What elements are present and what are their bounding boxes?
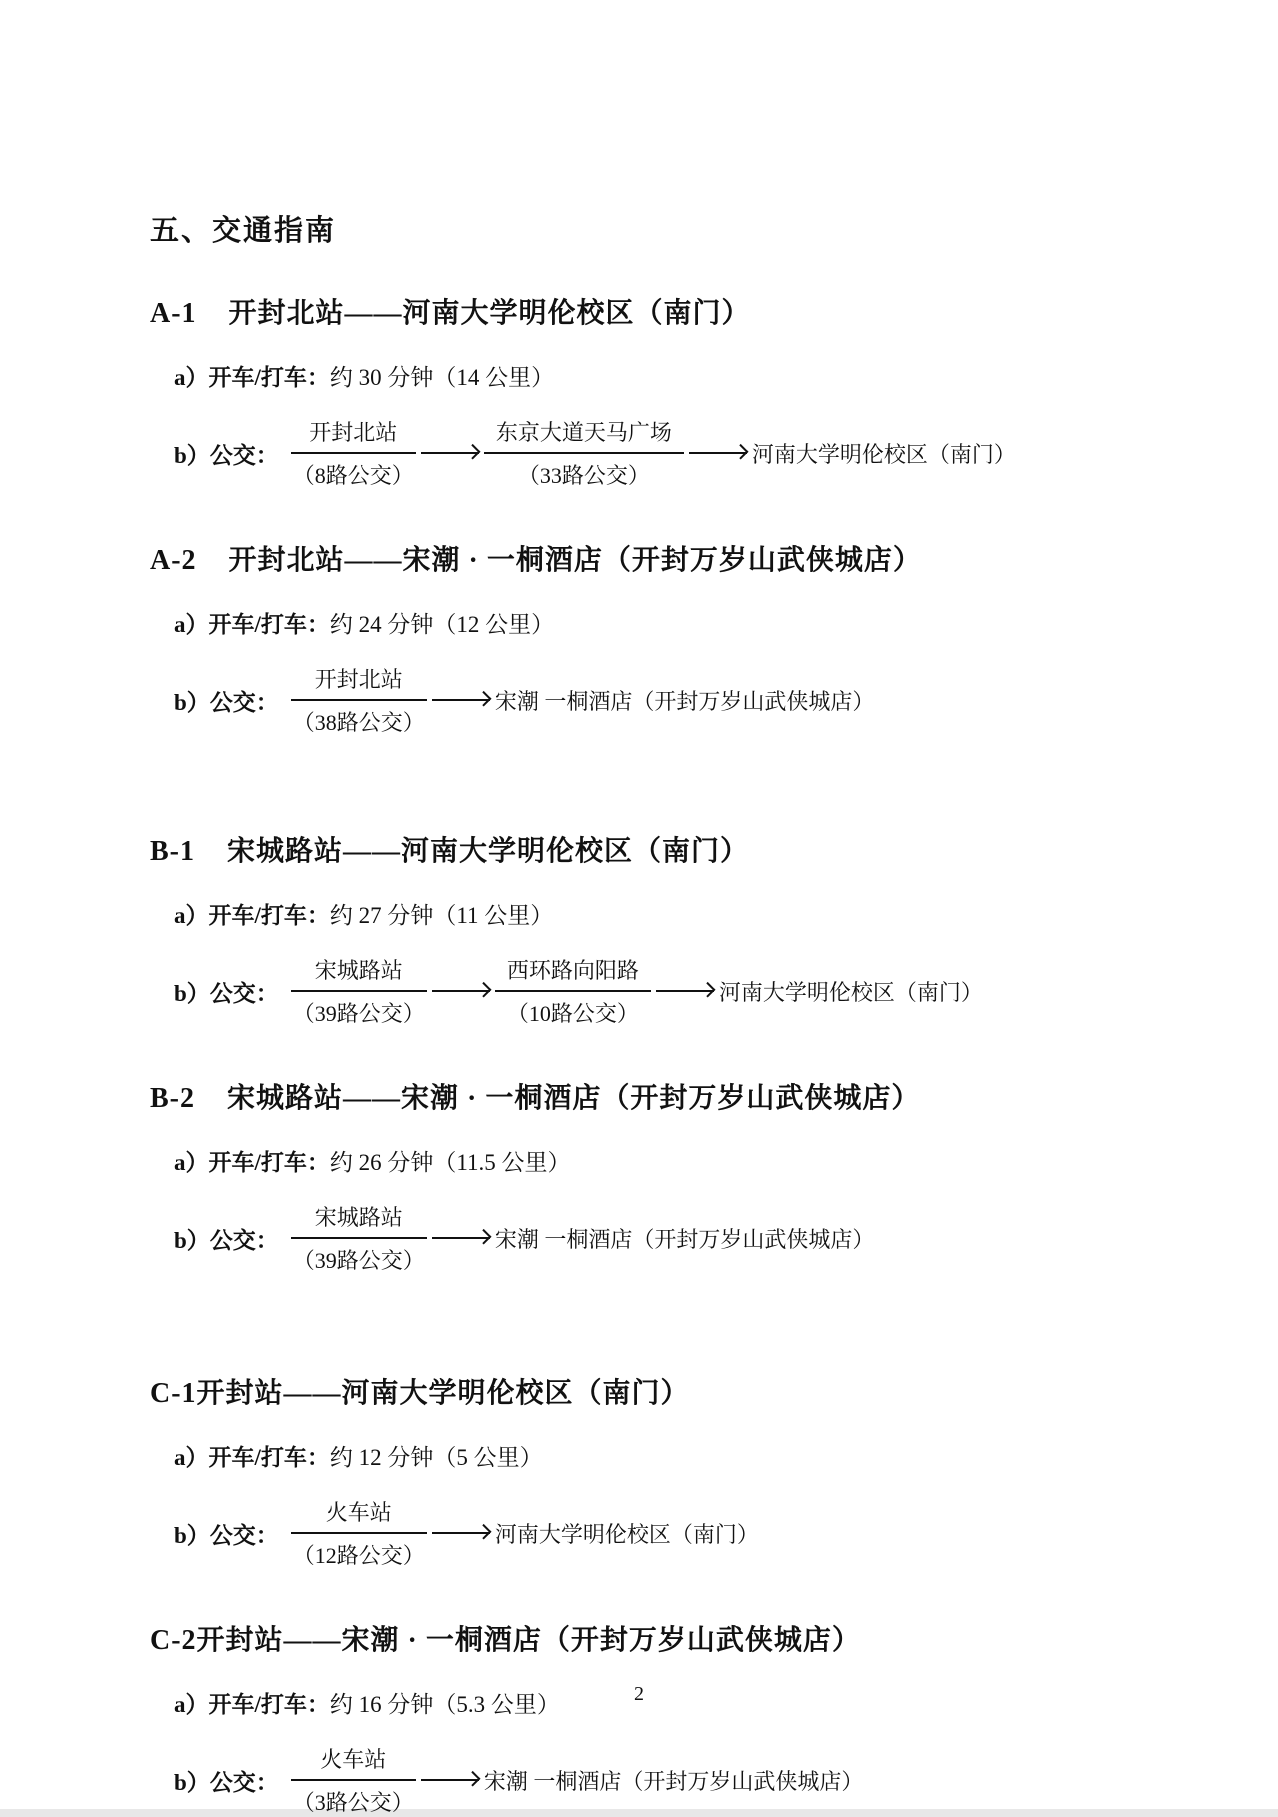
route-stop-name: 开封北站 xyxy=(314,667,403,692)
bus-label: b）公交： xyxy=(174,980,279,1006)
drive-line xyxy=(174,1144,1178,1177)
bus-label: b）公交： xyxy=(174,1227,279,1253)
route-stop-bus: （39路公交） xyxy=(292,1248,425,1273)
section-title: 宋城路站——宋潮 · 一桐酒店（开封万岁山武侠城店） xyxy=(227,1083,921,1114)
drive-duration: 约 24 分钟（12 公里） xyxy=(329,612,555,637)
drive-label: a）开车/打车： xyxy=(174,612,330,637)
right-arrow-icon xyxy=(432,990,490,992)
bus-route xyxy=(289,416,1016,490)
section-heading xyxy=(150,829,1178,869)
drive-line xyxy=(174,359,1178,392)
route-stop-name: 宋城路站 xyxy=(314,958,403,983)
drive-label: a）开车/打车： xyxy=(174,1692,330,1717)
route-section xyxy=(150,538,1178,737)
bus-route xyxy=(289,1201,875,1275)
route-destination: 宋潮 一桐酒店（开封万岁山武侠城店） xyxy=(494,688,875,714)
route-stop-name: 开封北站 xyxy=(309,420,398,445)
bus-label: b）公交： xyxy=(174,1769,279,1795)
right-arrow-icon xyxy=(432,699,490,701)
bus-line xyxy=(174,663,1178,737)
route-stop xyxy=(291,954,427,1028)
route-destination: 河南大学明伦校区（南门） xyxy=(751,441,1016,467)
route-stop xyxy=(484,416,684,490)
route-stop xyxy=(495,954,651,1028)
section-id: A-1 xyxy=(150,298,197,329)
drive-line xyxy=(174,606,1178,639)
drive-line xyxy=(174,897,1178,930)
bus-line xyxy=(174,1743,1178,1817)
page-number: 2 xyxy=(634,1683,644,1705)
right-arrow-icon xyxy=(656,990,714,992)
route-destination: 宋潮 一桐酒店（开封万岁山武侠城店） xyxy=(494,1226,875,1252)
route-stop xyxy=(291,1496,427,1570)
route-stop-name: 西环路向阳路 xyxy=(506,958,639,983)
route-destination: 河南大学明伦校区（南门） xyxy=(494,1521,759,1547)
drive-label: a）开车/打车： xyxy=(174,1150,330,1175)
route-stop-name: 东京大道天马广场 xyxy=(495,420,672,445)
section-heading xyxy=(150,538,1178,578)
route-stop xyxy=(291,663,427,737)
section-heading xyxy=(150,1076,1178,1116)
section-title: 开封北站——河南大学明伦校区（南门） xyxy=(228,298,751,329)
drive-duration: 约 27 分钟（11 公里） xyxy=(329,903,554,928)
drive-duration: 约 16 分钟（5.3 公里） xyxy=(329,1692,560,1717)
route-destination: 宋潮 一桐酒店（开封万岁山武侠城店） xyxy=(483,1768,864,1794)
route-stop-name: 宋城路站 xyxy=(314,1205,403,1230)
route-section xyxy=(150,1371,1178,1570)
sections-container xyxy=(150,291,1178,1817)
bus-route xyxy=(289,663,875,737)
section-id: B-1 xyxy=(150,836,195,867)
section-id: B-2 xyxy=(150,1083,195,1114)
drive-line xyxy=(174,1439,1178,1472)
section-heading xyxy=(150,1618,1178,1658)
bus-label: b）公交： xyxy=(174,1522,279,1548)
bus-route xyxy=(289,954,983,1028)
right-arrow-icon xyxy=(432,1237,490,1239)
right-arrow-icon xyxy=(421,1779,479,1781)
right-arrow-icon xyxy=(421,452,479,454)
route-stop-bus: （8路公交） xyxy=(292,463,414,488)
route-stop xyxy=(291,416,416,490)
route-section xyxy=(150,291,1178,490)
drive-duration: 约 12 分钟（5 公里） xyxy=(329,1445,543,1470)
route-stop-bus: （33路公交） xyxy=(517,463,650,488)
section-heading xyxy=(150,1371,1178,1411)
drive-label: a）开车/打车： xyxy=(174,1445,330,1470)
section-id: C-2 xyxy=(150,1625,197,1656)
bus-line xyxy=(174,1201,1178,1275)
route-stop-name: 火车站 xyxy=(325,1500,392,1525)
drive-label: a）开车/打车： xyxy=(174,365,330,390)
route-section xyxy=(150,829,1178,1028)
route-stop-bus: （39路公交） xyxy=(292,1001,425,1026)
right-arrow-icon xyxy=(689,452,747,454)
route-stop-bus: （38路公交） xyxy=(292,710,425,735)
section-title: 开封站——河南大学明伦校区（南门） xyxy=(196,1378,690,1409)
route-stop xyxy=(291,1743,416,1817)
right-arrow-icon xyxy=(432,1532,490,1534)
page-title: 五、交通指南 xyxy=(150,215,337,247)
route-stop-bus: （12路公交） xyxy=(292,1543,425,1568)
drive-label: a）开车/打车： xyxy=(174,903,330,928)
section-id: C-1 xyxy=(150,1378,197,1409)
route-stop xyxy=(291,1201,427,1275)
route-section xyxy=(150,1076,1178,1275)
bus-label: b）公交： xyxy=(174,689,279,715)
section-title: 开封北站——宋潮 · 一桐酒店（开封万岁山武侠城店） xyxy=(228,545,922,576)
bus-label: b）公交： xyxy=(174,442,279,468)
section-title: 开封站——宋潮 · 一桐酒店（开封万岁山武侠城店） xyxy=(196,1625,861,1656)
bus-line xyxy=(174,416,1178,490)
section-heading xyxy=(150,291,1178,331)
section-title: 宋城路站——河南大学明伦校区（南门） xyxy=(227,836,750,867)
bus-route xyxy=(289,1743,864,1817)
bus-route xyxy=(289,1496,759,1570)
bus-line xyxy=(174,1496,1178,1570)
route-stop-bus: （3路公交） xyxy=(292,1790,414,1815)
bus-line xyxy=(174,954,1178,1028)
route-stop-name: 火车站 xyxy=(320,1747,387,1772)
route-section xyxy=(150,1618,1178,1817)
route-destination: 河南大学明伦校区（南门） xyxy=(718,979,983,1005)
drive-duration: 约 26 分钟（11.5 公里） xyxy=(329,1150,571,1175)
drive-duration: 约 30 分钟（14 公里） xyxy=(329,365,555,390)
route-stop-bus: （10路公交） xyxy=(506,1001,639,1026)
section-id: A-2 xyxy=(150,545,197,576)
